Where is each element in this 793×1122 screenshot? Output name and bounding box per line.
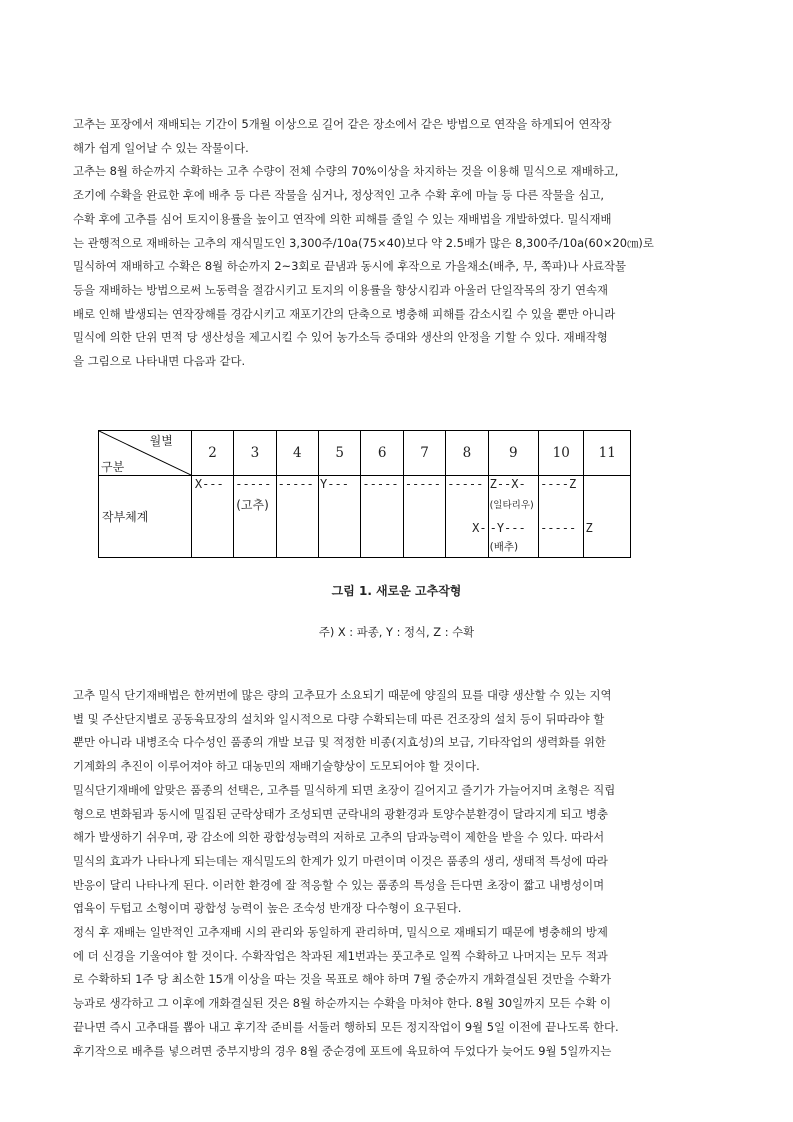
schedule-cell-jul [403,476,445,558]
schedule-mark: Z [585,521,593,535]
schedule-cell-may [319,476,361,558]
body-line: 로 수확하되 1주 당 최소한 15개 이상을 따는 것을 목표로 해야 하며 7월 중순까지 개화결실된 것만을 수확가 [73,972,612,987]
schedule-cell-mar [234,476,276,558]
body-line: 엽육이 두텁고 소형이며 광합성 능력이 높은 조숙성 반개장 다수형이 요구된다. [73,901,462,916]
body-line: 에 더 신경을 기울여야 할 것이다. 수확작업은 착과된 제1번과는 풋고추로 일찍 수확하고 나머지는 모두 적과 [73,948,608,963]
corner-month-label: 월별 [149,434,173,448]
figure-legend-note: 주) X : 파종, Y : 정식, Z : 수확 [318,625,475,639]
month-header: 10 [539,431,584,476]
body-line: 고추 밀식 단기재배법은 한꺼번에 많은 량의 고추묘가 소요되기 때문에 양질의 묘를 대량 생산할 수 있는 지역 [73,688,612,702]
intro-line: 해가 쉽게 일어날 수 있는 작물이다. [73,140,249,155]
month-header: 8 [446,431,488,476]
month-header: 7 [403,431,445,476]
schedule-cell-apr [276,476,318,558]
month-header: 6 [361,431,403,476]
month-header: 11 [584,431,631,476]
month-header: 3 [234,431,276,476]
schedule-mark: ----- [277,477,314,491]
schedule-mark: ----Z [540,477,577,491]
schedule-mark: ----- [540,521,577,535]
body-line: 능과로 생각하고 그 이후에 개화결실된 것은 8월 하순까지는 수확을 마쳐야 한다. 8월 30일까지 모든 수확 이 [73,996,612,1011]
figure-title: 그림 1. 새로운 고추작형 [331,584,462,598]
month-header: 5 [319,431,361,476]
schedule-mark: ----- [404,477,441,491]
intro-line: 조기에 수확을 완료한 후에 배추 등 다른 작물을 심거나, 정상적인 고추 수확 후에 마늘 등 다른 작물을 심고, [73,188,604,203]
schedule-mark: X- [472,521,487,535]
body-line: 정식 후 재배는 일반적인 고추재배 시의 관리와 동일하게 관리하며, 밀식으로 재배되기 때문에 병충해의 방제 [73,925,608,940]
body-line: 반응이 달리 나타나게 된다. 이러한 환경에 잘 적응할 수 있는 품종의 특성을 든다면 초장이 짧고 내병성이며 [73,877,605,892]
schedule-mark: Z--X- [489,477,526,491]
corner-category-label: 구분 [101,460,125,474]
intro-paragraph [73,113,721,374]
schedule-cell-feb [191,476,233,558]
schedule-cell-oct [539,476,584,558]
month-header: 9 [488,431,538,476]
intro-line: 는 관행적으로 재배하는 고추의 재식밀도인 3,300주/10a(75×40)보다 약 2.5배가 많은 8,300주/10a(60×20㎝)로 [73,235,654,250]
intro-line: 고추는 포장에서 재배되는 기간이 5개월 이상으로 길어 같은 장소에서 같은 방법으로 연작을 하게되어 연작장 [73,117,612,131]
intro-line: 을 그림으로 나타내면 다음과 같다. [73,354,246,369]
cropping-schedule-table [98,430,631,558]
body-line: 끝나면 즉시 고추대를 뽑아 내고 후기작 준비를 서둘러 행하되 모든 정지작업이 9월 5일 이전에 끝나도록 한다. [73,1019,619,1034]
table-corner-header [99,431,192,476]
crop-label-pepper: (고추) [236,498,269,512]
schedule-mark: ----- [362,477,399,491]
body-line: 기계화의 추진이 이루어져야 하고 대농민의 재배기술향상이 도모되어야 할 것이다. [73,759,480,774]
body-paragraphs [73,684,721,1063]
schedule-cell-aug [446,476,488,558]
month-header: 4 [276,431,318,476]
schedule-cell-nov [584,476,631,558]
schedule-mark: ----- [235,477,272,491]
body-line: 밀식단기재배에 알맞은 품종의 선택은, 고추를 밀식하게 되면 초장이 길어지고 줄기가 가늘어지며 초형은 직립 [73,782,616,797]
body-line: 형으로 변화됨과 동시에 밀집된 군락상태가 조성되면 군락내의 광환경과 토양수분환경이 달라지게 되고 병충 [73,806,608,821]
body-line: 별 및 주산단지별로 공동육묘장의 설치와 일시적으로 다량 수확되는데 따른 건조장의 설치 등이 뒤따라야 할 [73,711,605,726]
intro-line: 수확 후에 고추를 심어 토지이용률을 높이고 연작에 의한 피해를 줄일 수 있는 재배법을 개발하였다. 밀식재배 [73,211,612,226]
schedule-cell-sep [488,476,538,558]
month-header: 2 [191,431,233,476]
body-line: 해가 발생하기 쉬우며, 광 감소에 의한 광합성능력의 저하로 고추의 담과능력이 제한을 받을 수 있다. 따라서 [73,830,605,845]
schedule-cell-jun [361,476,403,558]
intro-line: 등을 재배하는 방법으로써 노동력을 절감시키고 토지의 이용률을 향상시킴과 아울러 단일작목의 장기 연속재 [73,282,608,297]
body-line: 뿐만 아니라 내병조숙 다수성인 품종의 개발 보급 및 적정한 비종(지효성)의 보급, 기타작업의 생력화를 위한 [73,735,606,750]
intro-line: 밀식에 의한 단위 면적 당 생산성을 제고시킬 수 있어 농가소득 증대와 생산의 안정을 기할 수 있다. 재배작형 [73,330,608,345]
schedule-mark: ----- [447,477,484,491]
body-line: 밀식의 효과가 나타나게 되는데는 재식밀도의 한계가 있기 마련이며 이것은 품종의 생리, 생태적 특성에 따라 [73,853,608,868]
intro-line: 고추는 8월 하순까지 수확하는 고추 수량이 전체 수량의 70%이상을 차지하는 것을 이용해 밀식으로 재배하고, [73,164,619,179]
schedule-mark: -Y--- [489,521,526,535]
intro-line: 배로 인해 발생되는 연작장해를 경감시키고 재포기간의 단축으로 병충해 피해를 감소시킬 수 있을 뿐만 아니라 [73,306,616,321]
crop-label-cabbage: (배추) [489,541,519,553]
schedule-mark: Y--- [320,477,349,491]
crop-label-italian-ryegrass: (일타리우) [489,500,534,511]
body-line: 후기작으로 배추를 넣으려면 중부지방의 경우 8월 중순경에 포트에 육묘하여 두었다가 늦어도 9월 5일까지는 [73,1043,612,1058]
row-label-cropping-system: 작부체계 [99,476,192,558]
intro-line: 밀식하여 재배하고 수확은 8월 하순까지 2~3회로 끝냄과 동시에 후작으로 가을채소(배추, 무, 쪽파)나 사료작물 [73,259,627,274]
schedule-mark: X--- [194,477,224,491]
